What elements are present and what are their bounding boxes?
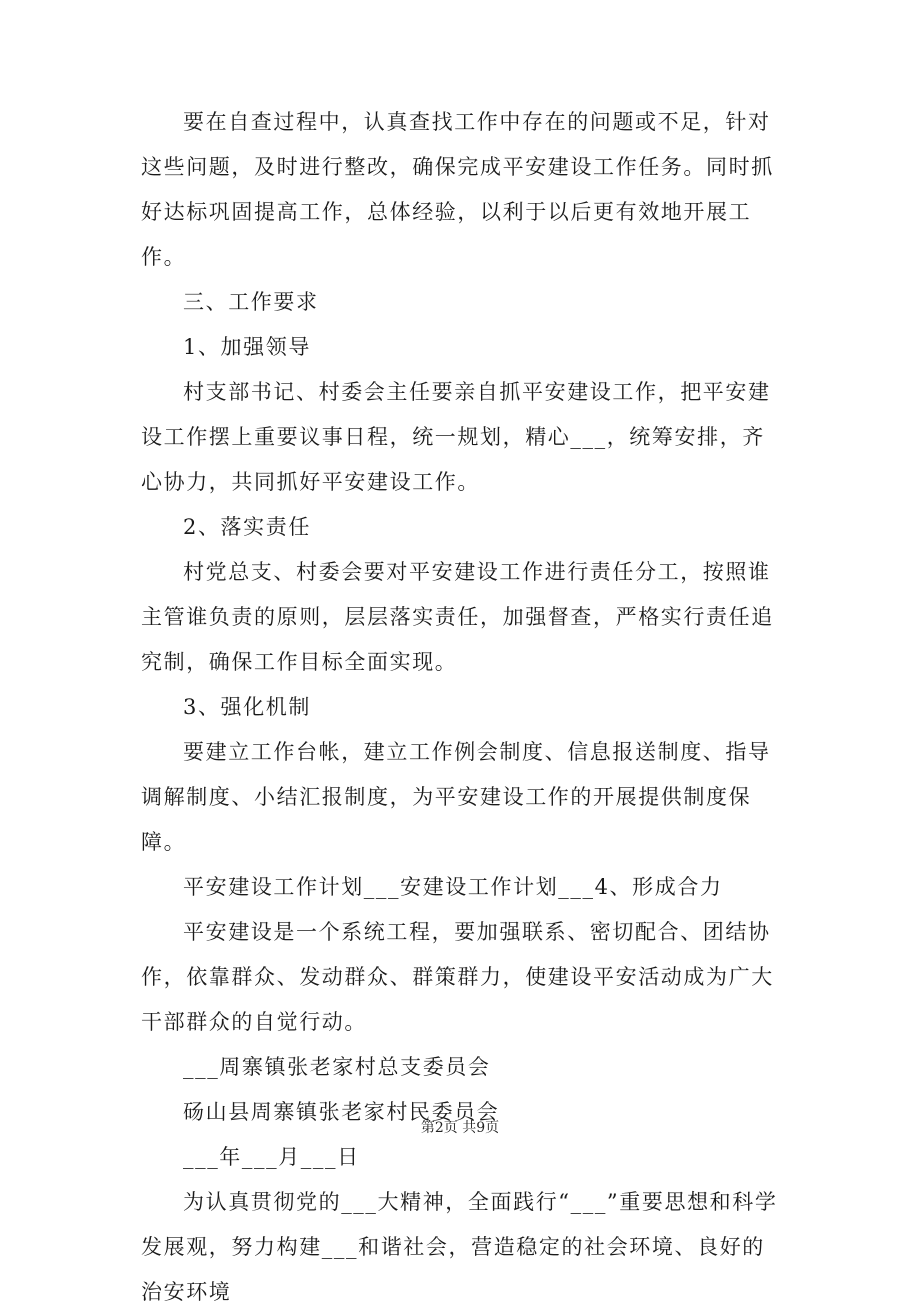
paragraph-self-check: 要在自查过程中，认真查找工作中存在的问题或不足，针对这些问题，及时进行整改，确保完成平安建设工作任务。同时抓好达标巩固提高工作，总体经验，以利于以后更有效地开展工作。 xyxy=(141,110,774,269)
signature-date: ___年___月___日 xyxy=(183,1145,360,1169)
paragraph-leadership: 村支部书记、村委会主任要亲自抓平安建设工作，把平安建设工作摆上重要议事日程，统一规划，精心___，统筹安排，齐心协力，共同抓好平安建设工作。 xyxy=(141,380,771,494)
heading-work-requirements: 三、工作要求 xyxy=(183,290,319,314)
paragraph-next-plan-intro: 为认真贯彻党的___大精神，全面践行“___”重要思想和科学发展观，努力构建___和谐社会，营造稳定的社会环境、良好的治安环境 xyxy=(141,1190,778,1304)
paragraph-synergy: 平安建设是一个系统工程，要加强联系、密切配合、团结协作，依靠群众、发动群众、群策群力，使建设平安活动成为广大干部群众的自觉行动。 xyxy=(141,920,774,1034)
paragraph-mechanism: 要建立工作台帐，建立工作例会制度、信息报送制度、指导调解制度、小结汇报制度，为平安建设工作的开展提供制度保障。 xyxy=(141,740,771,854)
subheading-strengthen-mechanism: 3、强化机制 xyxy=(183,695,311,719)
signature-village-committee: 砀山县周寨镇张老家村民委员会 xyxy=(183,1100,500,1124)
paragraph-responsibility: 村党总支、村委会要对平安建设工作进行责任分工，按照谁主管谁负责的原则，层层落实责任，加强督查，严格实行责任追究制，确保工作目标全面实现。 xyxy=(141,560,774,674)
subheading-form-synergy: 平安建设工作计划___安建设工作计划___4、形成合力 xyxy=(183,875,723,899)
subheading-implement-responsibility: 2、落实责任 xyxy=(183,515,311,539)
page-footer: 第2页 共9页 xyxy=(420,1120,500,1136)
subheading-strengthen-leadership: 1、加强领导 xyxy=(183,335,311,359)
signature-party-committee: ___周寨镇张老家村总支委员会 xyxy=(183,1055,491,1079)
